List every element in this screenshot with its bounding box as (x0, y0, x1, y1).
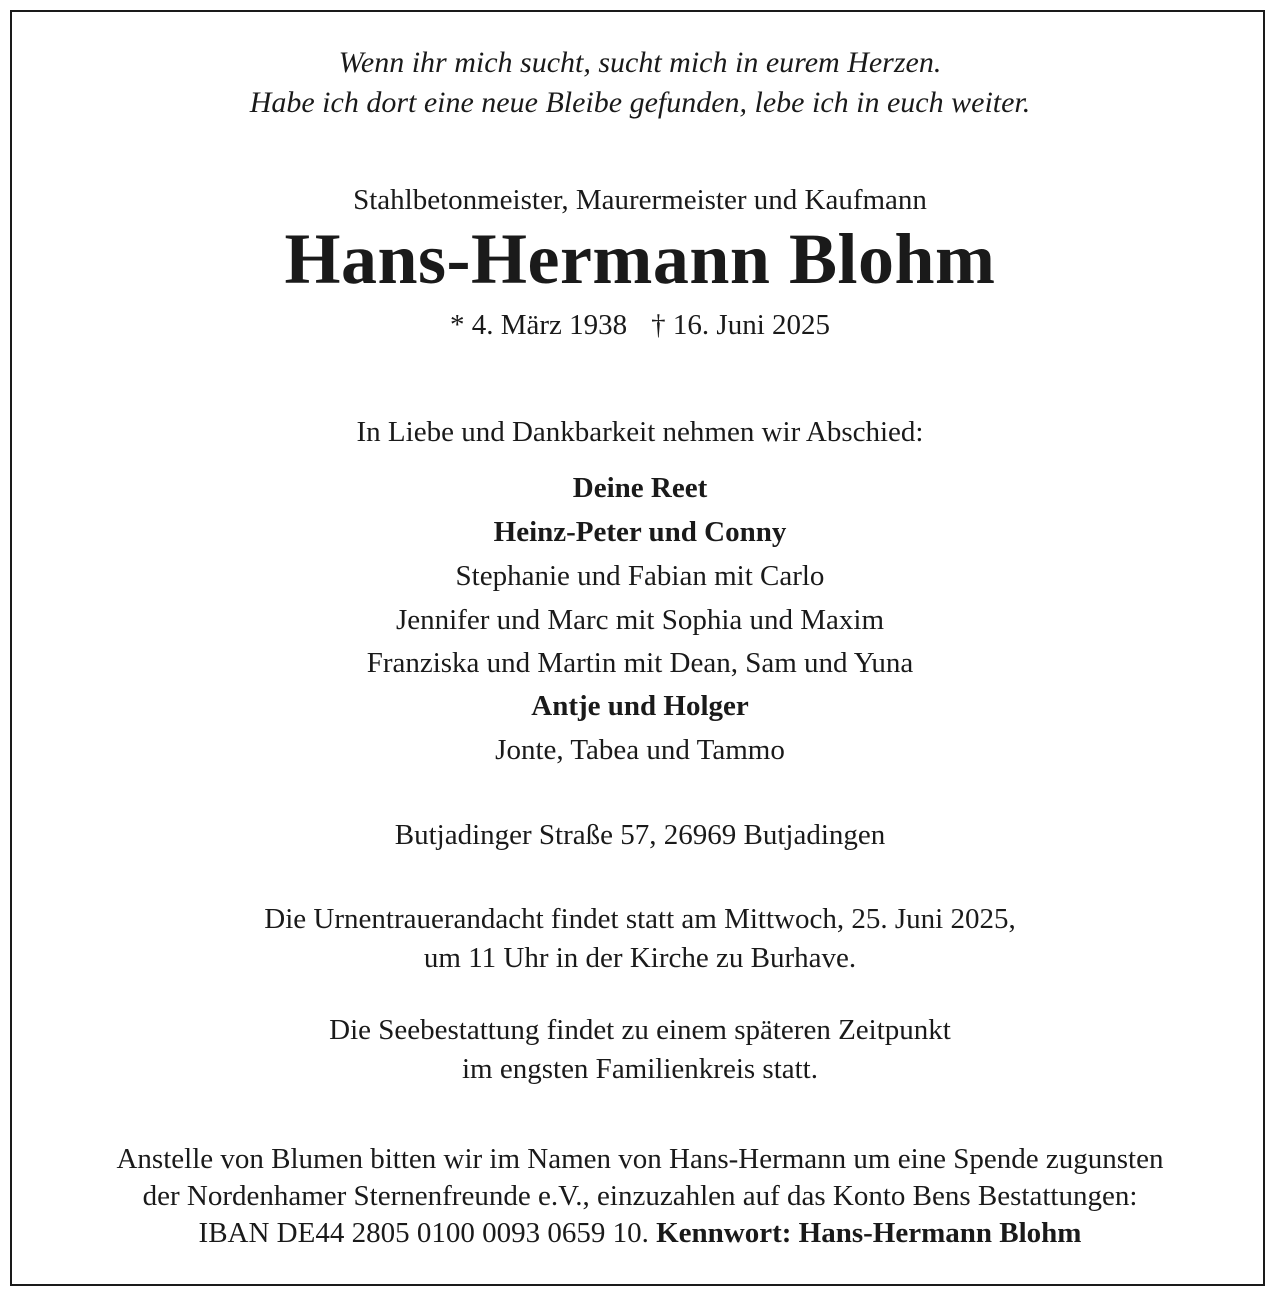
family-address: Butjadinger Straße 57, 26969 Butjadingen (394, 819, 886, 851)
family-member: Jennifer und Marc mit Sophia und Maxim (395, 604, 885, 636)
birth-date: * 4. März 1938 (449, 309, 628, 341)
profession: Stahlbetonmeister, Maurermeister und Kaufmann (353, 184, 927, 216)
motto-line-1: Wenn ihr mich sucht, sucht mich in eurem Herzen. (338, 46, 942, 79)
donation-line-1: Anstelle von Blumen bitten wir im Namen von Hans-Hermann um eine Spende zugunsten (116, 1143, 1164, 1175)
family-member: Deine Reet (572, 472, 708, 504)
family-member: Antje und Holger (531, 690, 749, 722)
donation-line-3 (0, 1214, 1280, 1252)
family-member: Franziska und Martin mit Dean, Sam und Yuna (366, 647, 914, 679)
deceased-name: Hans-Hermann Blohm (284, 219, 996, 299)
family-member: Jonte, Tabea und Tammo (495, 734, 785, 766)
family-member: Stephanie und Fabian mit Carlo (455, 560, 825, 592)
iban: IBAN DE44 2805 0100 0093 0659 10. (198, 1217, 649, 1249)
donation-line-2: der Nordenhamer Sternenfreunde e.V., einzuzahlen auf das Konto Bens Bestattungen: (142, 1180, 1138, 1212)
ceremony-line-2: um 11 Uhr in der Kirche zu Burhave. (423, 942, 857, 974)
family-member: Heinz-Peter und Conny (493, 516, 787, 548)
donation-keyword: Kennwort: Hans-Hermann Blohm (656, 1217, 1082, 1249)
motto-line-2: Habe ich dort eine neue Bleibe gefunden, lebe ich in euch weiter. (249, 86, 1031, 119)
farewell-intro: In Liebe und Dankbarkeit nehmen wir Abschied: (356, 416, 924, 448)
death-date: † 16. Juni 2025 (651, 309, 831, 341)
burial-line-2: im engsten Familienkreis statt. (461, 1053, 818, 1085)
life-dates (0, 306, 1280, 344)
ceremony-line-1: Die Urnentrauerandacht findet statt am Mittwoch, 25. Juni 2025, (264, 903, 1016, 935)
burial-line-1: Die Seebestattung findet zu einem späteren Zeitpunkt (329, 1014, 951, 1046)
